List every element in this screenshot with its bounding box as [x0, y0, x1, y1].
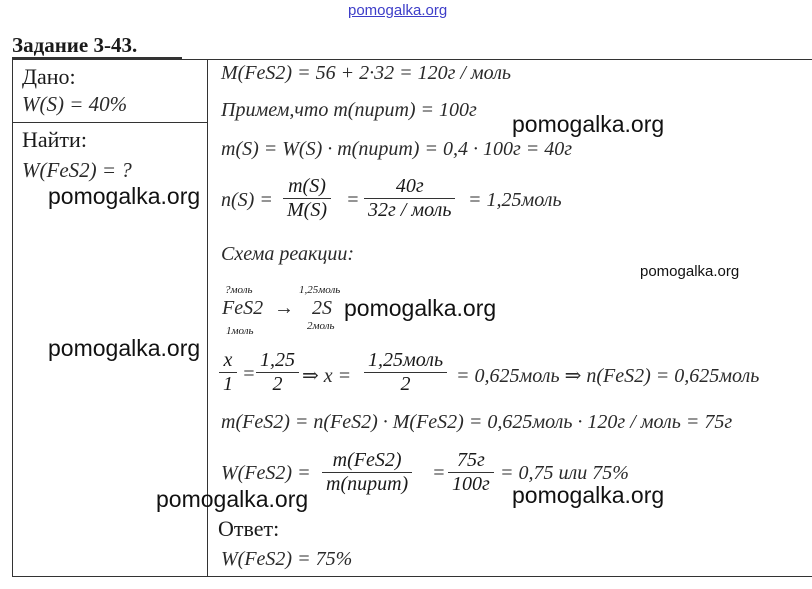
find-w-fes2: W(FeS2) = ?	[22, 158, 132, 182]
prop-2: 2	[272, 373, 283, 395]
prop-fraction-x	[219, 349, 237, 396]
n-s-fraction-2	[364, 175, 455, 222]
find-label: Найти:	[22, 127, 87, 152]
prop-implies: ⇒ x =	[302, 365, 352, 387]
watermark: pomogalka.org	[344, 295, 497, 321]
prop-result: = 0,625моль ⇒ n(FeS2) = 0,625моль	[456, 365, 760, 387]
w-num2: 75г	[457, 449, 485, 471]
prop-2b: 2	[400, 373, 411, 395]
n-s-num1: m(S)	[288, 175, 326, 197]
given-find-separator	[12, 122, 207, 123]
w-num1: m(FeS2)	[332, 449, 402, 471]
answer-value: W(FeS2) = 75%	[221, 548, 353, 570]
scheme-arrow: →	[274, 297, 294, 319]
w-fraction-1	[322, 449, 412, 496]
scheme-bottom-left: 1моль	[226, 325, 254, 337]
prop-125: 1,25	[260, 349, 295, 371]
prop-fraction-mol	[364, 349, 447, 396]
w-den1: m(пирит)	[326, 473, 409, 495]
answer-label: Ответ:	[218, 516, 280, 541]
watermark: pomogalka.org	[640, 263, 740, 280]
scheme-reactant: FeS2	[222, 297, 264, 319]
n-s-left: n(S) =	[221, 189, 273, 211]
table-top-line	[12, 59, 812, 60]
w-result: = 0,75 или 75%	[500, 462, 629, 484]
w-eq: =	[432, 462, 446, 484]
n-s-fraction-1	[283, 175, 331, 222]
table-bottom-line	[12, 576, 812, 577]
scheme-top-right: 1,25моль	[299, 284, 341, 296]
prop-1: 1	[223, 373, 233, 395]
molar-mass-line: M(FeS2) = 56 + 2·32 = 120г / моль	[221, 62, 512, 84]
scheme-bottom-right: 2моль	[307, 320, 335, 332]
watermark: pomogalka.org	[156, 486, 309, 512]
watermark: pomogalka.org	[48, 183, 201, 209]
table-left-border	[12, 59, 13, 577]
watermark: pomogalka.org	[512, 111, 665, 137]
prop-125mol: 1,25моль	[368, 349, 444, 371]
n-s-eq: =	[346, 189, 360, 211]
w-left: W(FeS2) =	[221, 462, 311, 484]
assume-line: Примем,что m(пирит) = 100г	[221, 99, 477, 121]
scheme-top-left: ?моль	[225, 284, 253, 296]
task-title: Задание 3-43.	[12, 33, 138, 57]
watermark: pomogalka.org	[512, 482, 665, 508]
w-fraction-2	[448, 449, 494, 496]
w-den2: 100г	[452, 473, 490, 495]
n-s-num2: 40г	[395, 175, 424, 197]
prop-fraction-125	[256, 349, 299, 396]
n-s-den1: M(S)	[287, 199, 327, 221]
prop-x: x	[223, 349, 233, 371]
watermark: pomogalka.org	[48, 335, 201, 361]
scheme-product: 2S	[312, 297, 332, 319]
n-s-den2: 32г / моль	[368, 199, 452, 221]
site-link[interactable]: pomogalka.org	[348, 2, 448, 19]
given-label: Дано:	[22, 64, 76, 89]
given-w-s: W(S) = 40%	[22, 92, 128, 116]
prop-eq1: =	[242, 363, 256, 385]
n-s-result: = 1,25моль	[468, 189, 562, 211]
scheme-label: Схема реакции:	[221, 243, 354, 265]
mass-fes2-line: m(FeS2) = n(FeS2) · M(FeS2) = 0,625моль · 120г / моль = 75г	[221, 411, 733, 433]
mass-s-line: m(S) = W(S) · m(пирит) = 0,4 · 100г = 40г	[221, 138, 573, 160]
